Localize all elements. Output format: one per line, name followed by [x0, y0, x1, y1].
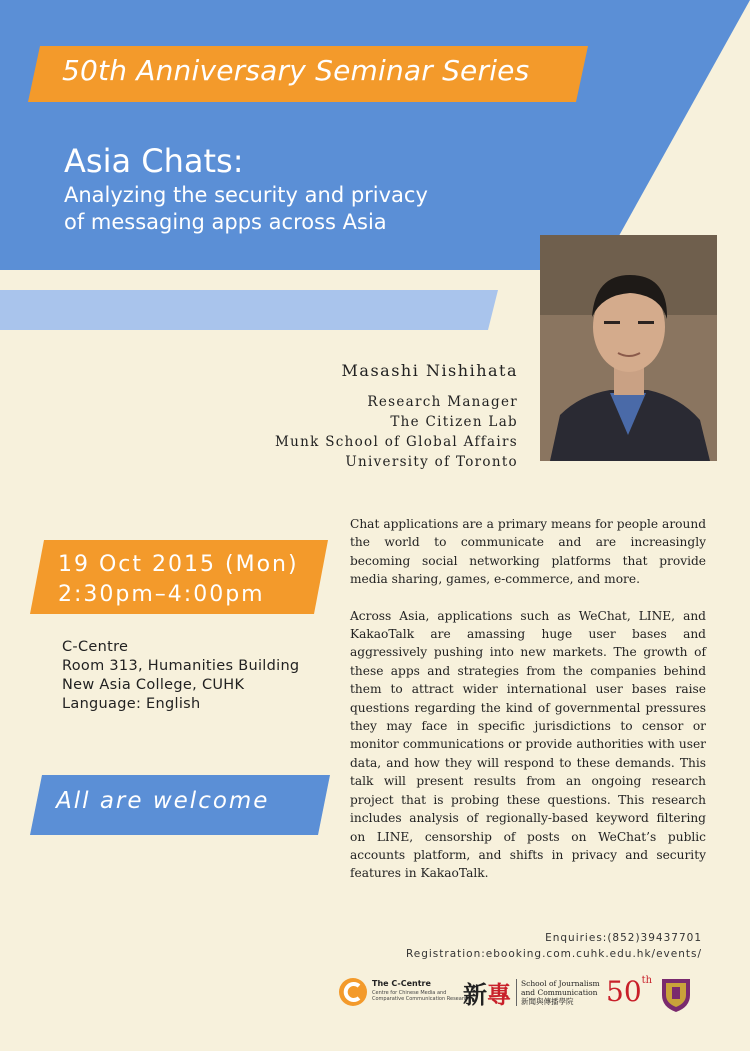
- speaker-name: Masashi Nishihata: [341, 361, 518, 380]
- subtitle-line: Analyzing the security and privacy: [64, 183, 428, 207]
- series-banner: 50th Anniversary Seminar Series: [62, 54, 530, 87]
- venue-line: New Asia College, CUHK: [62, 677, 245, 693]
- school-name-en: School of Journalism and Communication: [521, 979, 600, 997]
- venue-line: Language: English: [62, 696, 201, 712]
- ccentre-logo-icon: [338, 977, 368, 1007]
- venue-line: C-Centre: [62, 639, 129, 655]
- welcome-text: All are welcome: [56, 788, 270, 814]
- speaker-roles: [275, 392, 518, 472]
- school-name-zh: 新聞與傳播學院: [521, 997, 574, 1006]
- anniversary-logo: [606, 975, 652, 1008]
- description-paragraph: Chat applications are a primary means for people around the world to communicate and are increasingly becoming social networking platforms that provide media sharing, games, e-commerce, and more.: [350, 517, 706, 587]
- portrait-illustration: [540, 235, 717, 461]
- page-title: Asia Chats:: [64, 142, 244, 180]
- school-logo-text: [516, 979, 606, 1006]
- page-subtitle: [64, 182, 504, 236]
- xinzhuan-char: 新: [463, 980, 487, 1009]
- event-datetime: [58, 550, 299, 610]
- speaker-role: Research Manager: [367, 394, 518, 410]
- event-time: 2:30pm–4:00pm: [58, 582, 265, 607]
- speaker-role: University of Toronto: [345, 454, 518, 470]
- ccentre-logo-subtitle: Centre for Chinese Media and Comparative Communication Research: [372, 990, 470, 1002]
- ccentre-logo-title: The C-Centre: [372, 979, 431, 988]
- logo-bar: [338, 975, 718, 1020]
- anniversary-suffix: th: [641, 975, 653, 986]
- speaker-photo: [540, 235, 717, 461]
- xinzhuan-char: 專: [487, 980, 511, 1009]
- venue-line: Room 313, Humanities Building: [62, 658, 300, 674]
- event-venue: [62, 638, 299, 714]
- xinzhuan-logo: [463, 975, 511, 1010]
- event-description: [350, 515, 706, 901]
- cuhk-crest-icon: [660, 975, 692, 1013]
- subtitle-line: of messaging apps across Asia: [64, 210, 387, 234]
- enquiries-text: Enquiries:(852)39437701: [545, 932, 702, 944]
- speaker-role: Munk School of Global Affairs: [275, 434, 518, 450]
- contact-info: [406, 930, 702, 962]
- registration-link[interactable]: Registration:ebooking.com.cuhk.edu.hk/events/: [405, 948, 702, 960]
- anniversary-number: 50: [606, 975, 642, 1008]
- light-blue-stripe: [0, 290, 498, 330]
- description-paragraph: Across Asia, applications such as WeChat, LINE, and KakaoTalk are amassing huge user bases and aggressively pushing into new markets. The growth of these apps and strategies from the companies behind them to attract wider international user bases raise questions regarding the kind of governmental pressures they may face in specific jurisdictions to censor or monitor communications or provide authorities with user data, and how they will respond to these demands. This talk will present results from an ongoing research project that is probing these questions. This research includes analysis of regionally-based keyword filtering on LINE, censorship of posts on WeChat’s public accounts platform, and shifts in privacy and security features in KakaoTalk.: [350, 608, 706, 881]
- speaker-role: The Citizen Lab: [390, 414, 518, 430]
- event-date: 19 Oct 2015 (Mon): [58, 552, 299, 577]
